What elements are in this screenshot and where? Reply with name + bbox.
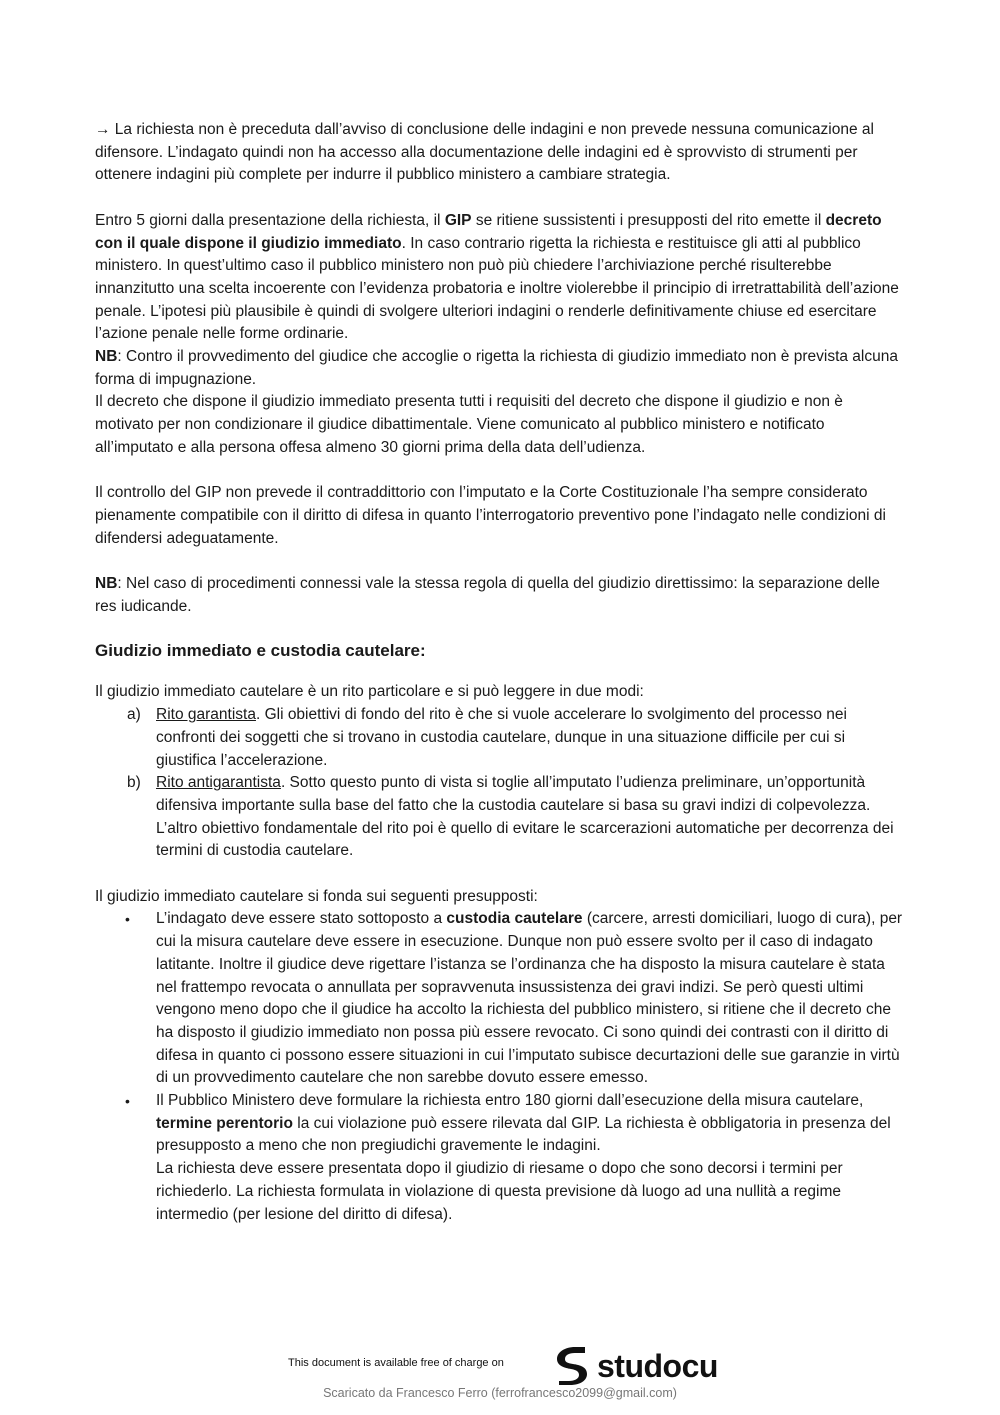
paragraph-4: Il decreto che dispone il giudizio immediato presenta tutti i requisiti del decreto che dispone il giudizio e non è motivato per non condizionare il giudice dibattimentale. Viene comunicato al pubblico ministero e notificato all’imputato e alla persona offesa almeno 30 giorni prima della data dell’udienza. [95, 393, 843, 456]
list-item-text [156, 772, 905, 863]
bullet-item [95, 908, 905, 1090]
bold-run: custodia cautelare [446, 910, 583, 928]
bullet-marker: • [125, 911, 130, 928]
bold-run: GIP [444, 211, 472, 229]
text-run: : Contro il provvedimento del giudice che accoglie o rigetta la richiesta di giudizio immediato non è prevista alcuna forma di impugnazione. [95, 348, 898, 388]
text-run: se ritiene sussistenti i presupposti del rito emette il [471, 211, 826, 229]
text-run: La richiesta deve essere presentata dopo il giudizio di riesame o dopo che sono decorsi i termini per richiederlo. La richiesta formulata in violazione di questa previsione dà luogo ad una nullità a regime intermedio (per lesione del diritto di difesa). [156, 1160, 843, 1223]
list-item [95, 772, 905, 863]
bold-run: decreto con il quale dispone il giudizio immediato [95, 211, 882, 252]
text-run: . In caso contrario rigetta la richiesta e restituisce gli atti al pubblico ministero. In quest’ultimo caso il pubblico ministero non può più chiedere l’archiviazione perché risulterebbe innanzitutto una scelta incoerente con l’evidenza probatoria e inoltre violerebbe il principio di irretrattabilità dell’azione penale. L’ipotesi più plausibile è quindi di svolgere ulteriori indagini o renderle definitivamente chiuse ed esercitare l’azione penale nelle forme ordinarie. [95, 234, 899, 343]
paragraph-2 [95, 210, 905, 346]
list-item-text [156, 704, 905, 772]
paragraph-nb-2 [95, 573, 905, 618]
nb-label: NB [95, 348, 118, 366]
text-run: . Sotto questo punto di vista si toglie all’imputato l’udienza preliminare, un’opportunità difensiva importante sulla base del fatto che la custodia cautelare si basa su gravi indizi di colpevolezza. L’altro obiettivo fondamentale del rito poi è quello di evitare le scarcerazioni automatiche per decorrenza dei termini di custodia cautelare. [156, 774, 894, 860]
studocu-logo-icon [553, 1345, 591, 1387]
list-marker: a) [127, 706, 141, 724]
intro-paragraph-2: Il giudizio immediato cautelare si fonda sui seguenti presupposti: [95, 887, 538, 905]
intro-paragraph-1: Il giudizio immediato cautelare è un rito particolare e si può leggere in due modi: [95, 683, 644, 701]
paragraph-5: Il controllo del GIP non prevede il contraddittorio con l’imputato e la Corte Costituzionale l’ha sempre considerato pienamente compatibile con il diritto di difesa in quanto l’interrogatorio preventivo pone l’indagato nelle condizioni di difendersi adeguatamente. [95, 484, 886, 547]
underlined-label: Rito antigarantista [156, 774, 281, 792]
availability-notice: This document is available free of charge on [288, 1357, 504, 1369]
underlined-label: Rito garantista [156, 706, 256, 724]
bullet-item-text [156, 908, 905, 1090]
section-heading: Giudizio immediato e custodia cautelare: [95, 641, 426, 661]
text-run: Il Pubblico Ministero deve formulare la richiesta entro 180 giorni dall’esecuzione della misura cautelare, [156, 1092, 864, 1110]
text-run: Entro 5 giorni dalla presentazione della richiesta, il [95, 211, 445, 229]
downloaded-by-line: Scaricato da Francesco Ferro (ferrofrancesco2099@gmail.com) [323, 1386, 677, 1400]
text-run: L’indagato deve essere stato sottoposto a [156, 910, 447, 928]
text-run: : Nel caso di procedimenti connessi vale la stessa regola di quella del giudizio direttissimo: la separazione delle res iudicande. [95, 575, 880, 615]
bullet-marker: • [125, 1093, 130, 1110]
bullet-item [95, 1090, 905, 1226]
text-run: . Gli obiettivi di fondo del rito è che si vuole accelerare lo svolgimento del processo nei confronti dei soggetti che si trovano in custodia cautelare, dunque in una situazione difficile per cui si giustifica l’accelerazione. [156, 706, 847, 769]
text-run: la cui violazione può essere rilevata dal GIP. La richiesta è obbligatoria in presenza del presupposto a meno che non pregiudichi gravemente le indagini. [156, 1114, 891, 1155]
document-body [95, 119, 905, 1226]
list-item [95, 704, 905, 772]
nb-label: NB [95, 575, 118, 593]
paragraph-nb-1 [95, 346, 905, 391]
bullet-item-text [156, 1090, 905, 1226]
studocu-logo-text: studocu [597, 1347, 718, 1384]
studocu-logo[interactable] [553, 1345, 718, 1387]
paragraph-1: → La richiesta non è preceduta dall’avviso di conclusione delle indagini e non prevede nessuna comunicazione al difensore. L’indagato quindi non ha accesso alla documentazione delle indagini ed è sprovvisto di strumenti per ottenere indagini più complete per indurre il pubblico ministero a cambiare strategia. [95, 121, 874, 184]
text-run: (carcere, arresti domiciliari, luogo di cura), per cui la misura cautelare deve essere in esecuzione. Dunque non può essere svolto per il caso di indagato latitante. Inoltre il giudice deve rigettare l’istanza se l’ordinanza che ha disposto la misura cautelare è stata nel frattempo revocata o annullata per sopravvenuta insussistenza dei gravi indizi. Se però questi ultimi vengono meno dopo che il giudice ha accolto la richiesta del pubblico ministero, si ritiene che il decreto che ha disposto il giudizio immediato non possa più essere revocato. Ci sono quindi dei contrasti con il diritto di difesa in quanto ci possono essere situazioni in cui l’imputato subisce decurtazioni delle sue garanzie in virtù di un provvedimento cautelare che non sarebbe dovuto essere emesso. [156, 910, 903, 1087]
list-marker: b) [127, 774, 141, 792]
bold-run: termine perentorio [156, 1114, 293, 1132]
